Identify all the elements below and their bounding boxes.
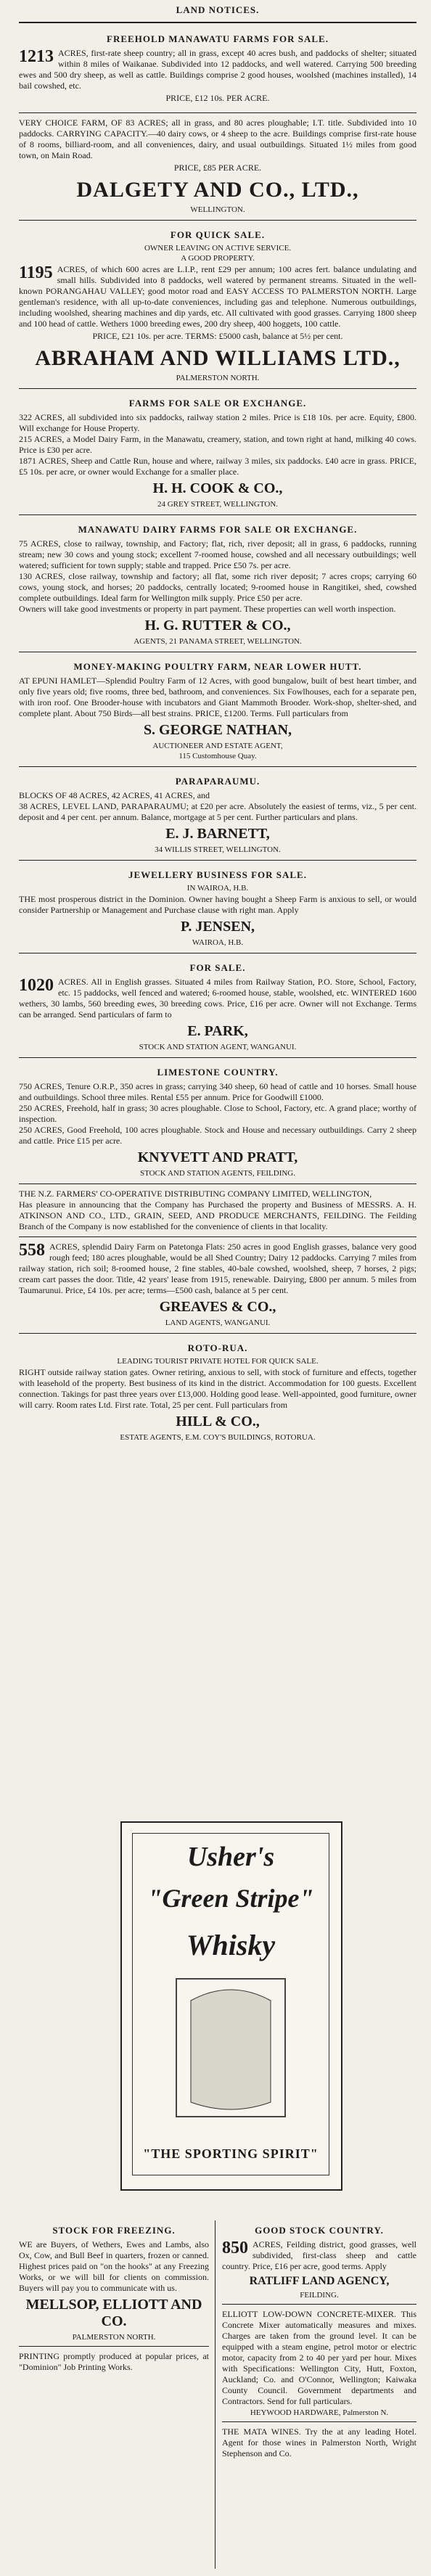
divider xyxy=(19,2346,209,2347)
limestone-ad xyxy=(19,1062,416,1179)
good-stock-body: ACRES, Feilding district, good grasses, well subdivided, first-class sheep and cattle country. Price, £16 per acre, good terms. Apply xyxy=(222,2239,416,2271)
farmers-coop-title: THE N.Z. FARMERS' CO-OPERATIVE DISTRIBUTING COMPANY LIMITED, WELLINGTON, xyxy=(19,1189,372,1199)
whisky-tagline: "THE SPORTING SPIRIT" xyxy=(143,2146,319,2161)
divider xyxy=(19,1057,416,1058)
concrete-mixer-body: ELLIOTT LOW-DOWN CONCRETE-MIXER. This Concrete Mixer automatically measures and mixes. Charges are taken from the ground level. It can be equipped with a steam engine, petrol motor or electric motor, capacity from 2 to 40 per yard per hour. Mixes with Specifications: Wellington City, Hutt, Foxton, Auckland; Co. and O'Connor, Wellington; Kaiwaka County Council. Government departments and Contractors. Send for full particulars. xyxy=(222,2309,416,2406)
divider xyxy=(19,388,416,389)
rotorua-body: RIGHT outside railway station gates. Owner retiring, anxious to sell, with stock of furniture and effects, together with leasehold of the property. Best business of its kind in the district. Accommodation for 100 guests. Excellent connection. Takings for past three years over £13,000. Holding good lease. Well-appointed, good furniture, owner will carry. Room rates Ltd. First rate. Total, 25 per cent. Full particulars from xyxy=(19,1367,416,1410)
divider xyxy=(222,2421,416,2422)
for-sale-acres: 1020 xyxy=(19,976,54,995)
paraparaumu-line2: 38 ACRES, LEVEL LAND, PARAPARAUMU; at £20 per acre. Absolutely the easiest of terms, viz., 5 per cent. deposit and 4 per cent. per annum. Balance, mortgage at 5 per cent. Further particulars and plans. xyxy=(19,801,416,822)
dairy558-acres: 558 xyxy=(19,1242,45,1260)
limestone-title: LIMESTONE COUNTRY. xyxy=(157,1067,279,1078)
jewellery-body: THE most prosperous district in the Dominion. Owner having bought a Sheep Farm is anxious to sell, or would consider Partnership or Management and Purchase clause with right man. Apply xyxy=(19,894,416,915)
divider xyxy=(19,112,416,113)
dairy558-body: ACRES, splendid Dairy Farm on Patetonga Flats: 250 acres in good English grasses, balance very good rough feed; 180 acres ploughable, would be all Shed Country; Dairy 12 paddocks. Carrying 7 miles from railway station, rich soil; 8-roomed house, 2 fine stables, 40-bale cowshed, woolshed, sheep, 7 horses, 2 pigs; cream cart passes the door. Title, 42 years' lease from 1915, renewable. Dairying, £800 per annum. 5 miles from Taumarunui. Price, £4 10s. per acre; terms—£500 cash, balance at 5 per cent. xyxy=(19,1242,416,1295)
barnett-addr: 34 WILLIS STREET, WELLINGTON. xyxy=(155,845,281,854)
ratliff-town: FEILDING. xyxy=(300,2291,339,2300)
jewellery-title: JEWELLERY BUSINESS FOR SALE. xyxy=(128,869,307,880)
farms-exchange-line: 1871 ACRES, Sheep and Cattle Run, house and where, railway 3 miles, six paddocks. £40 acre in grass. PRICE, £5 10s. per acre, or owner would Exchange for a smaller place. xyxy=(19,456,416,477)
paraparaumu-ad xyxy=(19,771,416,856)
freehold-title: FREEHOLD MANAWATU FARMS FOR SALE. xyxy=(107,33,329,44)
choice-farm-ad xyxy=(19,118,416,216)
divider xyxy=(19,860,416,861)
abraham-agent: ABRAHAM AND WILLIAMS LTD., xyxy=(35,346,401,370)
for-sale-ad xyxy=(19,958,416,1053)
manawatu-dairy-line: 75 ACRES, close to railway, township, and Factory; flat, rich, river deposit; all in grass, 6 paddocks, running stream; new 30 cows and young stock; excellent 7-roomed house, cowshed and all necessary outbuildings; well watered; sufficient for town supply; stable and trapped. Price £50 7s. per acre. xyxy=(19,538,416,570)
divider xyxy=(19,220,416,221)
hill-addr: ESTATE AGENTS, E.M. COY'S BUILDINGS, ROTORUA. xyxy=(120,1433,316,1442)
rotorua-sub: LEADING TOURIST PRIVATE HOTEL FOR QUICK SALE. xyxy=(117,1357,319,1366)
poultry-title: MONEY-MAKING POULTRY FARM, NEAR LOWER HUTT. xyxy=(73,661,362,672)
whisky-line1: "Green Stripe" xyxy=(147,1884,314,1913)
ratliff-agent: RATLIFF LAND AGENCY, xyxy=(249,2275,390,2287)
divider xyxy=(19,1333,416,1334)
jewellery-ad xyxy=(19,865,416,948)
rutter-addr: AGENTS, 21 PANAMA STREET, WELLINGTON. xyxy=(134,637,302,646)
manawatu-dairy-line: 130 ACRES, close railway, township and factory; all flat, some rich river deposit; 7 acres crops; carrying 60 cows, young stock, and horses; 20 paddocks, centrally located; 9-roomed house in Rangitikei, shed, cowshed complete outbuildings. Ideal farm for Wellington milk supply. Price £50 per acre. xyxy=(19,571,416,603)
abraham-town: PALMERSTON NORTH. xyxy=(176,374,260,382)
divider xyxy=(19,514,416,515)
manawatu-dairy-line: Owners will take good investments or property in part payment. These properties can well worth inspection. xyxy=(19,604,396,614)
stock-freezing-ad xyxy=(19,2220,209,2373)
greaves-addr: LAND AGENTS, WANGANUI. xyxy=(165,1318,271,1327)
dairy558-ad xyxy=(19,1242,416,1329)
jewellery-sub: IN WAIROA, H.B. xyxy=(186,884,249,893)
choice-farm-price: PRICE, £85 PER ACRE. xyxy=(173,163,262,173)
park-addr: STOCK AND STATION AGENT, WANGANUI. xyxy=(139,1043,297,1051)
freehold-price: PRICE, £12 10s. PER ACRE. xyxy=(165,93,270,103)
stock-freezing-body: WE are Buyers, of Wethers, Ewes and Lambs, also Ox, Cow, and Bull Beef in quarters, frozen or canned. Highest prices paid on "on the hooks" at any Freezing Works, or we will bill for clients on commission. Buyers will pay you to communicate with us. xyxy=(19,2239,209,2293)
knyvett-addr: STOCK AND STATION AGENTS, FEILDING. xyxy=(139,1169,296,1178)
jensen-addr: WAIROA, H.B. xyxy=(192,938,244,947)
greaves-agent: GREAVES & CO., xyxy=(159,1299,276,1315)
farms-exchange-line: 322 ACRES, all subdivided into six paddocks, railway station 2 miles. Price is £18 10s. per acre. Equity, £800. Will exchange for House Property. xyxy=(19,412,416,433)
divider xyxy=(215,2220,216,2569)
whisky-line2: Whisky xyxy=(186,1929,276,1961)
heywood-agent: HEYWOOD HARDWARE, Palmerston N. xyxy=(250,2408,389,2417)
dalgety-agent: DALGETY AND CO., LTD., xyxy=(76,178,359,202)
hill-agent: HILL & CO., xyxy=(176,1414,260,1429)
nathan-addr: 115 Customhouse Quay. xyxy=(178,752,257,760)
good-stock-title: GOOD STOCK COUNTRY. xyxy=(255,2225,384,2236)
for-sale-body: ACRES. All in English grasses. Situated 4 miles from Railway Station, P.O. Store, School, Factory, etc. 15 paddocks, well fenced and watered; 6-roomed house, stable, woolshed, etc. WINTERED 1600 wethers, 30 lambs, 560 breeding ewes, 30 breeding cows. Price, £16 per acre. Owner will not Exchange. Terms can be arranged. Send particulars of farm to xyxy=(19,977,416,1020)
whisky-illustration xyxy=(133,1972,329,2131)
whisky-brand: Usher's xyxy=(186,1842,275,1872)
jensen-agent: P. JENSEN, xyxy=(180,919,255,935)
quick-sale-body: ACRES, of which 600 acres are L.I.P., rent £29 per annum; 100 acres fert. balance undulating and small hills. Subdivided into 8 paddocks, well watered by permanent streams. Situated in the well-known PORANGAHAU VALLEY; good motor road and EASY ACCESS TO PALMERSTON NORTH. Large gentleman's residence, with all up-to-date conveniences, including gas and telephone. Numerous outbuildings, including woolshed, shearing machines and dip yards, etc. All cultivated with good grasses. Carrying 1800 sheep and 100 head of cattle. Wethers 1000 breeding ewes, 200 dry sheep, 400 hoggets, 100 cattle. xyxy=(19,264,416,329)
divider xyxy=(19,1236,416,1237)
mellsop-agent: MELLSOP, ELLIOTT AND CO. xyxy=(25,2297,202,2329)
right-ads xyxy=(222,2220,416,2459)
poultry-body: AT EPUNI HAMLET—Splendid Poultry Farm of 12 Acres, with good bungalow, built of best heart timber, and only five years old; five rooms, three bed, bathroom, and conveniences. Six Fowlhouses, each for a separate pen, with iron roof. One Brooder-house with incubators and Giant Mammoth Brooder. Work-shop, shelter-shed, and complete plant. About 750 Birds—all best strains. PRICE, £1200. Terms. Full particulars from xyxy=(19,676,416,718)
whisky-panel xyxy=(132,1833,329,2175)
freehold-body: ACRES, first-rate sheep country; all in grass, except 40 acres bush, and paddocks of shelter; situated within 8 miles of Waikanae. Subdivided into 12 paddocks, and well watered. Carrying 500 breeding ewes and 500 dry sheep, as well as cattle. Buildings comprise 2 good houses, woolshed (machines installed), 14 bail cowshed, etc. xyxy=(19,48,416,91)
freehold-acres: 1213 xyxy=(19,47,54,66)
manawatu-dairy-title: MANAWATU DAIRY FARMS FOR SALE OR EXCHANGE. xyxy=(78,524,358,535)
manawatu-dairy-ad xyxy=(19,520,416,647)
farmers-coop-body: Has pleasure in announcing that the Company has Purchased the property and Business of MESSRS. A. H. ATKINSON AND CO., LTD., GRAIN, SEED, AND PRODUCE MERCHANTS, FEILDING. The Feilding Branch of the Company is now established for the convenience of clients in that locality. xyxy=(19,1199,416,1231)
stock-freezing-title: STOCK FOR FREEZING. xyxy=(52,2225,176,2236)
mata-wines-body: THE MATA WINES. Try the at any leading Hotel. Agent for those wines in Palmerston North, Wright Stephenson and Co. xyxy=(222,2427,416,2458)
quick-sale-acres: 1195 xyxy=(19,263,53,282)
cook-addr: 24 GREY STREET, WELLINGTON. xyxy=(157,500,279,509)
choice-farm-body: VERY CHOICE FARM, OF 83 ACRES; all in grass, and 80 acres ploughable; I.T. title. Subdivided into 10 paddocks. CARRYING CAPACITY.—40 dairy cows, or 4 sheep to the acre. Buildings comprise first-rate house of 8 rooms, billiard-room, and all conveniences, dairy, and usual outbuildings. Situated 1½ miles from good town, on Main Road. xyxy=(19,118,416,160)
bottom-split xyxy=(19,2220,416,2569)
land-notices-header: LAND NOTICES. xyxy=(176,4,260,15)
knyvett-agent: KNYVETT AND PRATT, xyxy=(137,1149,298,1165)
limestone-line: 250 ACRES, Freehold, half in grass; 30 acres ploughable. Close to School, Factory, etc. A grand place; worthy of inspection. xyxy=(19,1103,416,1124)
nathan-sub: AUCTIONEER AND ESTATE AGENT, xyxy=(152,742,283,750)
limestone-line: 250 ACRES, Good Freehold, 100 acres ploughable. Stock and House and necessary outbuildings. Carry 2 sheep and cattle. Price £15 per acre. xyxy=(19,1125,416,1146)
divider xyxy=(19,22,416,23)
farmers-coop-ad xyxy=(19,1189,416,1232)
farms-exchange-ad xyxy=(19,393,416,510)
rutter-agent: H. G. RUTTER & CO., xyxy=(144,618,291,633)
rotorua-ad xyxy=(19,1338,416,1443)
paraparaumu-title: PARAPARAUMU. xyxy=(175,776,260,787)
quick-sale-sub2: A GOOD PROPERTY. xyxy=(181,254,255,263)
paraparaumu-line1: BLOCKS OF 48 ACRES, 42 ACRES, 41 ACRES, and xyxy=(19,790,210,800)
freehold-ad xyxy=(19,29,416,108)
quick-sale-title: FOR QUICK SALE. xyxy=(170,229,266,240)
good-stock-acres: 850 xyxy=(222,2239,248,2257)
for-sale-title: FOR SALE. xyxy=(189,962,246,973)
mellsop-town: PALMERSTON NORTH. xyxy=(72,2333,156,2342)
farms-exchange-title: FARMS FOR SALE OR EXCHANGE. xyxy=(128,398,307,409)
rotorua-title: ROTO-RUA. xyxy=(187,1342,248,1353)
barnett-agent: E. J. BARNETT, xyxy=(165,826,270,842)
printing-footer: PRINTING promptly produced at popular prices, at "Dominion" Job Printing Works. xyxy=(19,2351,209,2372)
cook-agent: H. H. COOK & CO., xyxy=(152,480,283,496)
divider xyxy=(19,766,416,767)
poultry-ad xyxy=(19,657,416,762)
quick-sale-sub: OWNER LEAVING ON ACTIVE SERVICE. xyxy=(144,244,292,253)
whisky-advert xyxy=(120,1821,342,2191)
land-notices-column xyxy=(19,0,416,1443)
limestone-line: 750 ACRES, Tenure O.R.P., 350 acres in grass; carrying 340 sheep, 60 head of cattle and 10 horses. Small house and outbuildings. School three miles. Rental £55 per annum. Price for Goodwill £1000. xyxy=(19,1081,416,1102)
divider xyxy=(222,2304,416,2305)
nathan-agent: S. GEORGE NATHAN, xyxy=(143,722,292,738)
farms-exchange-line: 215 ACRES, a Model Dairy Farm, in the Manawatu, creamery, station, and town right at hand, milking 40 cows. Price is £30 per acre. xyxy=(19,434,416,455)
dalgety-town: WELLINGTON. xyxy=(190,205,245,214)
park-agent: E. PARK, xyxy=(187,1023,248,1039)
quick-sale-price: PRICE, £21 10s. per acre. TERMS: £5000 cash, balance at 5½ per cent. xyxy=(92,331,343,341)
quick-sale-ad xyxy=(19,225,416,384)
